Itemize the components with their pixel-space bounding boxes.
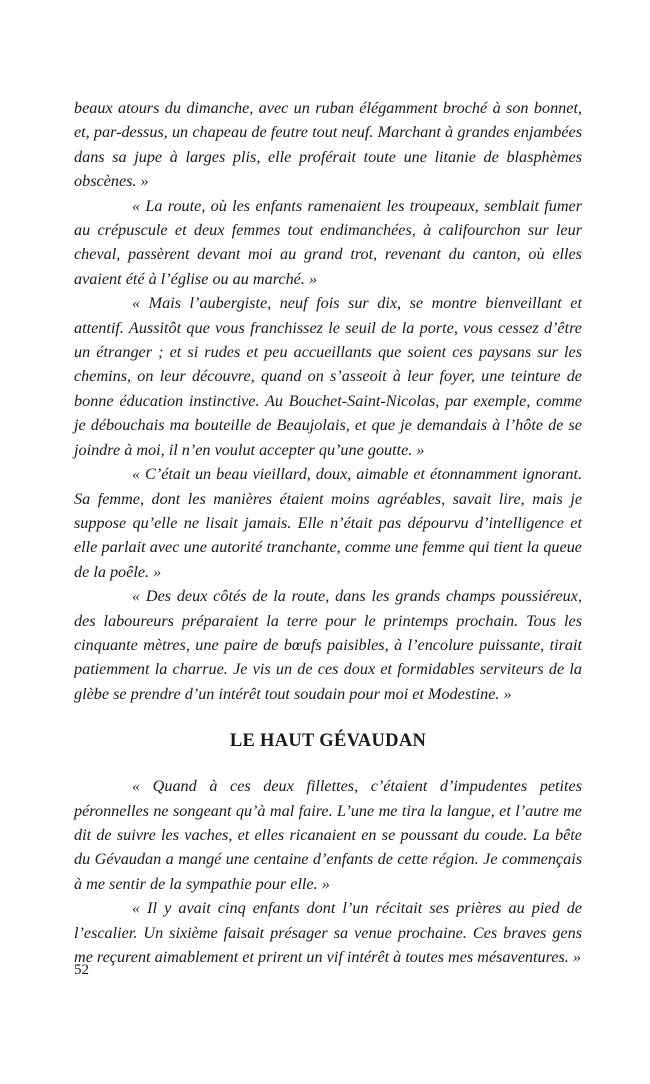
paragraph-laboureurs: « Des deux côtés de la route, dans les grands champs poussiéreux, des laboureurs préparaient la terre pour le printemps prochain. Tous les cinquante mètres, une paire de bœufs paisibles, à l’encolure puissante, tirait patiemment la charrue. Je vis un de ces doux et formidables serviteurs de la glèbe se prendre d’un intérêt tout soudain pour moi et Modestine. » bbox=[74, 587, 582, 703]
paragraph-route: « La route, où les enfants ramenaient les troupeaux, semblait fumer au crépuscule et deux femmes tout endimanchées, à califourchon sur leur cheval, passèrent devant moi au grand trot, revenant du canton, où elles avaient été à l’église ou au marché. » bbox=[74, 196, 582, 288]
book-page bbox=[74, 96, 582, 969]
page-number: 52 bbox=[74, 962, 89, 978]
paragraph-continued: beaux atours du dimanche, avec un ruban élégamment broché à son bonnet, et, par-dessus, un chapeau de feutre tout neuf. Marchant à grandes enjambées dans sa jupe à larges plis, elle proférait toute une litanie de blasphèmes obscènes. » bbox=[74, 99, 582, 191]
section-heading: LE HAUT GÉVAUDAN bbox=[229, 731, 427, 752]
paragraph-enfants: « Il y avait cinq enfants dont l’un récitait ses prières au pied de l’escalier. Un sixième faisait présager sa venue prochaine. Ces braves gens me reçurent aimablement et prirent un vif intérêt à toutes mes mésaventures. » bbox=[74, 899, 582, 966]
paragraph-fillettes: « Quand à ces deux fillettes, c’étaient d’impudentes petites péronnelles ne songeant qu’à mal faire. L’une me tira la langue, et l’autre me dit de suivre les vaches, et elles ricanaient en se poussant du coude. La bête du Gévaudan a mangé une centaine d’enfants de cette région. Je commençais à me sentir de la sympathie pour elle. » bbox=[74, 777, 582, 893]
paragraph-aubergiste: « Mais l’aubergiste, neuf fois sur dix, se montre bienveillant et attentif. Aussitôt que vous franchissez le seuil de la porte, vous cessez d’être un étranger ; et si rudes et peu accueillants que soient ces paysans sur les chemins, on leur découvre, quand on s’asseoit à leur foyer, une teinture de bonne éducation instinctive. Au Bouchet-Saint-Nicolas, par exemple, comme je débouchais ma bouteille de Beaujolais, et que je demandais à l’hôte de se joindre à moi, il n’en voulut accepter qu’une goutte. » bbox=[74, 294, 582, 459]
paragraph-vieillard: « C’était un beau vieillard, doux, aimable et étonnamment ignorant. Sa femme, dont les manières étaient moins agréables, savait lire, mais je suppose qu’elle ne lisait jamais. Elle n’était pas dépourvu d’intelligence et elle parlait avec une autorité tranchante, comme une femme qui tient la queue de la poêle. » bbox=[74, 465, 582, 581]
